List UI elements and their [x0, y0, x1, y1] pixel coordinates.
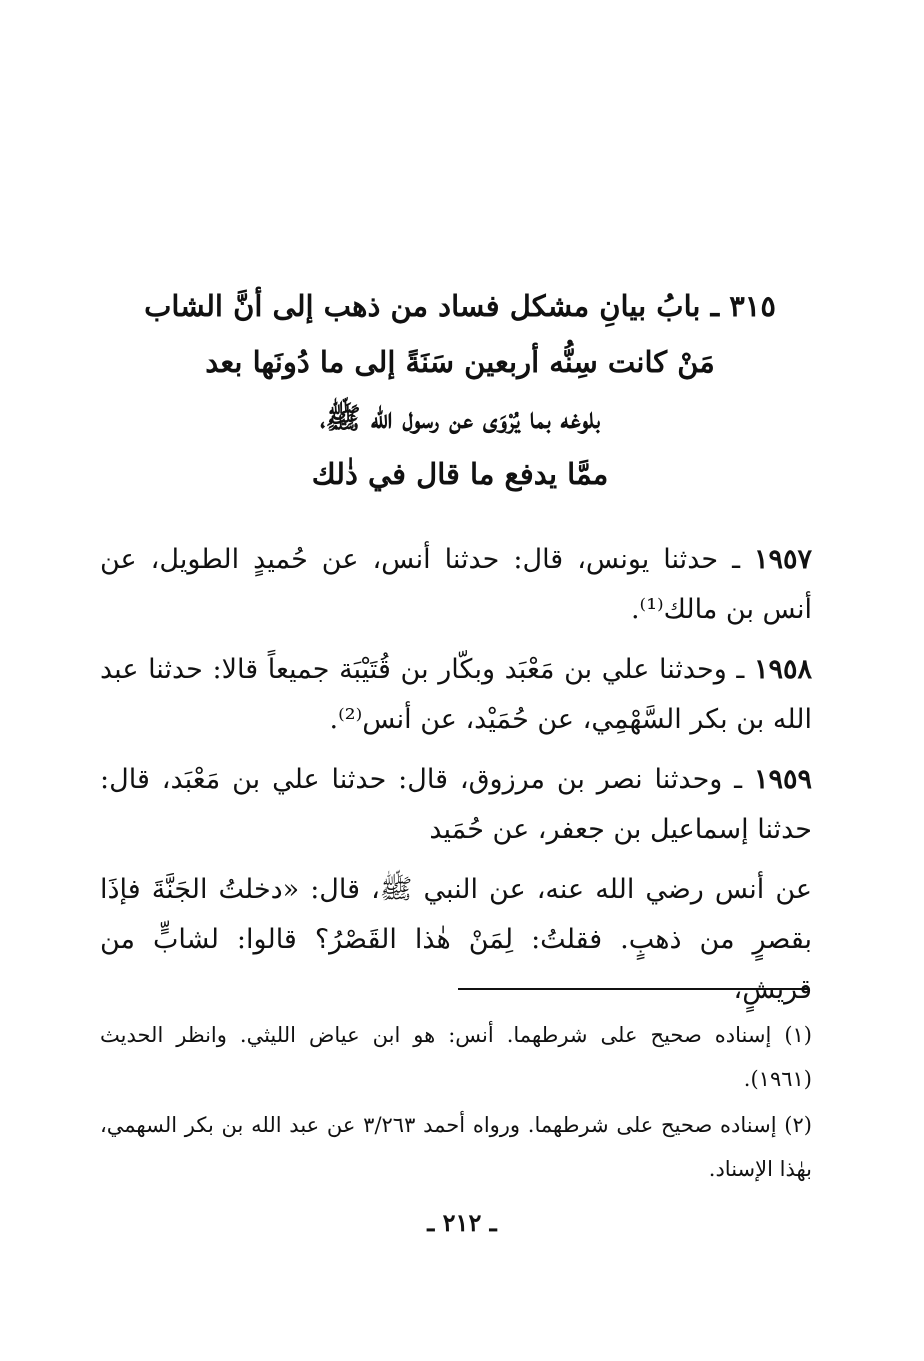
- hadith-number: ١٩٥٧: [753, 544, 812, 575]
- hadith-number: ١٩٥٨: [753, 654, 812, 685]
- hadith-text: ـ وحدثنا علي بن مَعْبَد وبكّار بن قُتَيْبَة جميعاً قالا: حدثنا عبد الله بن بكر السَّهْمِي، عن حُمَيْد، عن أنس⁽²⁾.: [100, 654, 812, 735]
- footnote: (٢) إسناده صحيح على شرطهما. ورواه أحمد ٣/٢٦٣ عن عبد الله بن بكر السهمي، بهٰذا الإسناد.: [100, 1113, 812, 1181]
- chapter-heading-line: بلوغه بما يُرْوَى عن رسول الله ﷺ،: [320, 401, 600, 435]
- hadith-text: ـ حدثنا يونس، قال: حدثنا أنس، عن حُميدٍ الطويل، عن أنس بن مالك⁽¹⁾.: [100, 544, 812, 625]
- footnote-divider: [458, 988, 808, 990]
- chapter-heading-line: ٣١٥ ـ بابُ بيانِ مشكل فساد من ذهب إلى أنَّ الشاب: [144, 289, 776, 323]
- hadith-paragraph: [100, 645, 812, 745]
- hadith-number: ١٩٥٩: [753, 764, 812, 795]
- chapter-heading-line: ممَّا يدفع ما قال في ذٰلك: [311, 457, 609, 491]
- hadith-matn: عن أنس رضي الله عنه، عن النبي ﷺ، قال: «دخلتُ الجَنَّةَ فإذَا بقصرٍ من ذهبٍ. فقلتُ: لِمَنْ هٰذا القَصْرُ؟ قالوا: لشابٍّ من قريشٍ،: [100, 874, 812, 1005]
- chapter-heading-line: مَنْ كانت سِنُّه أربعين سَنَةً إلى ما دُونَها بعد: [205, 345, 715, 379]
- page-number: ـ ٢١٢ ـ: [427, 1208, 497, 1237]
- footnote: (١) إسناده صحيح على شرطهما. أنس: هو ابن عياض الليثي. وانظر الحديث (١٩٦١).: [100, 1023, 812, 1091]
- chapter-heading: [110, 278, 810, 502]
- hadith-paragraph: [100, 755, 812, 855]
- hadith-paragraph: [100, 535, 812, 635]
- hadith-text: ـ وحدثنا نصر بن مرزوق، قال: حدثنا علي بن مَعْبَد، قال: حدثنا إسماعيل بن جعفر، عن حُمَيد: [100, 764, 812, 845]
